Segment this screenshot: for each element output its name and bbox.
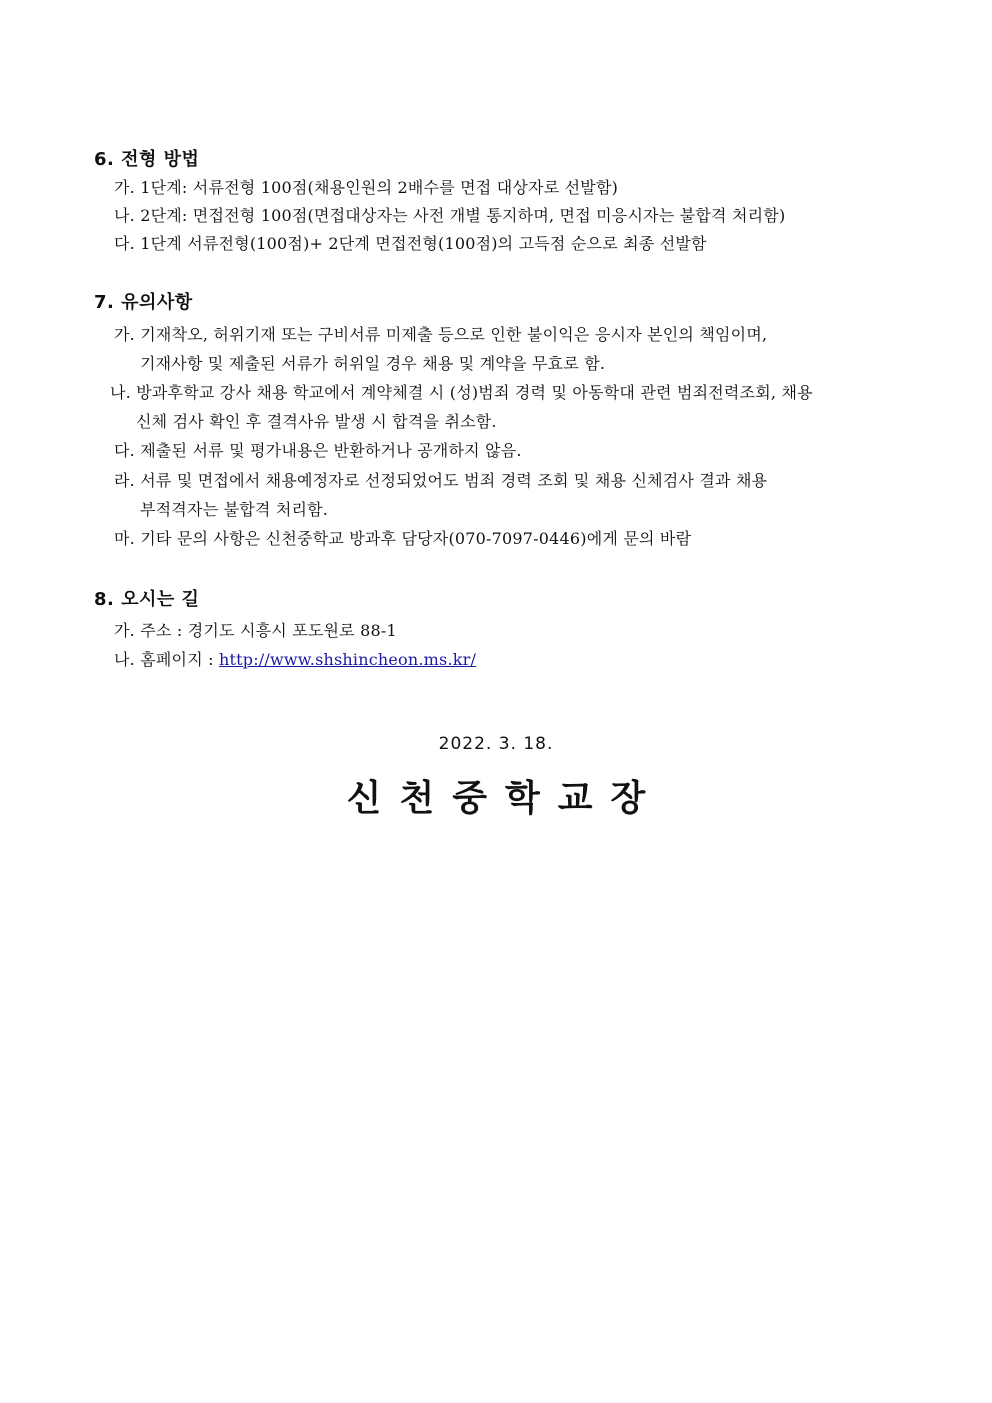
section-7-item-3: 다. 제출된 서류 및 평가내용은 반환하거나 공개하지 않음.	[114, 441, 522, 460]
section-7-item-4-line-1: 라. 서류 및 면접에서 채용예정자로 선정되었어도 범죄 경력 조회 및 채용 신체검사 결과 채용	[114, 471, 768, 490]
section-7-item-4-line-2: 부적격자는 불합격 처리함.	[140, 500, 329, 519]
document-date: 2022. 3. 18.	[438, 734, 554, 754]
section-7-item-2-line-1: 나. 방과후학교 강사 채용 학교에서 계약체결 시 (성)범죄 경력 및 아동학대 관련 범죄전력조회, 채용	[110, 383, 813, 402]
section-7-item-5: 마. 기타 문의 사항은 신천중학교 방과후 담당자(070-7097-0446)에게 문의 바람	[114, 529, 692, 548]
section-8-homepage-row	[114, 647, 476, 670]
section-6-item-1: 가. 1단계: 서류전형 100점(채용인원의 2배수를 면접 대상자로 선발함)	[114, 178, 619, 197]
section-7-heading: 7. 유의사항	[94, 292, 193, 313]
homepage-link[interactable]: http://www.shshincheon.ms.kr/	[219, 650, 477, 669]
section-6-item-3: 다. 1단계 서류전형(100점)+ 2단계 면접전형(100점)의 고득점 순으로 최종 선발함	[114, 234, 707, 253]
homepage-label: 나. 홈페이지 :	[114, 650, 220, 669]
section-6-item-2: 나. 2단계: 면접전형 100점(면접대상자는 사전 개별 통지하며, 면접 미응시자는 불합격 처리함)	[114, 206, 786, 225]
section-8-heading: 8. 오시는 길	[94, 589, 200, 610]
section-7-item-1-line-1: 가. 기재착오, 허위기재 또는 구비서류 미제출 등으로 인한 불이익은 응시자 본인의 책임이며,	[114, 325, 768, 344]
section-6-heading: 6. 전형 방법	[94, 149, 200, 170]
section-7-item-1-line-2: 기재사항 및 제출된 서류가 허위일 경우 채용 및 계약을 무효로 함.	[140, 354, 606, 373]
section-8-address: 가. 주소 : 경기도 시흥시 포도원로 88-1	[114, 621, 397, 640]
section-7-item-2-line-2: 신체 검사 확인 후 결격사유 발생 시 합격을 취소함.	[136, 412, 497, 431]
signer-name: 신천중학교장	[346, 777, 664, 819]
